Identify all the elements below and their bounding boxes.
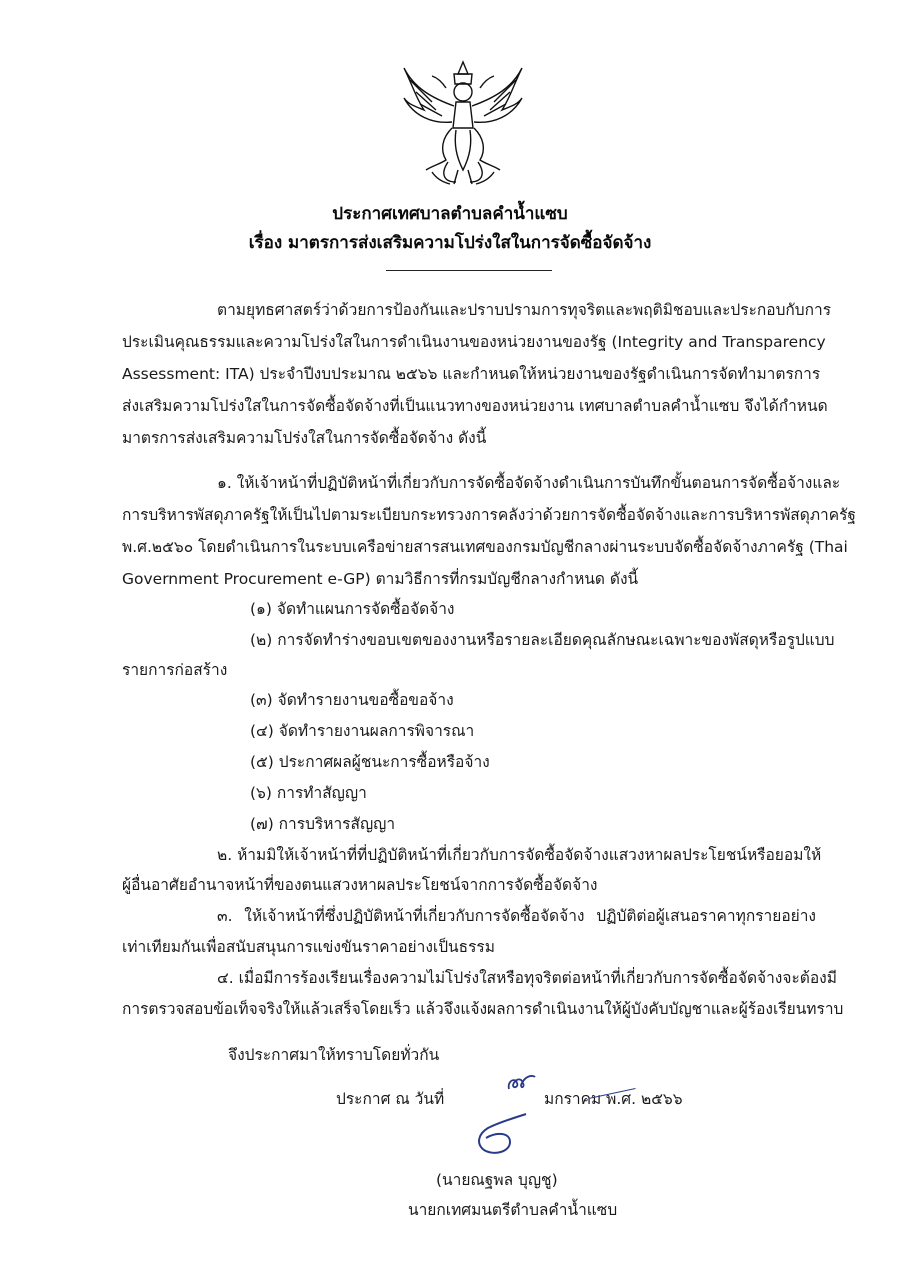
announcement-subject: เรื่อง มาตรการส่งเสริมความโปร่งใสในการจัดซื้อจัดจ้าง [248, 233, 652, 253]
intro-line-4: ส่งเสริมความโปร่งใสในการจัดซื้อจัดจ้างที่เป็นแนวทางของหน่วยงาน เทศบาลตำบลคำน้ำแซบ จึงได้กำหนด [122, 397, 828, 415]
item1-line-4: Government Procurement e-GP) ตามวิธีการที่กรมบัญชีกลางกำหนด ดังนี้ [122, 570, 639, 588]
item3-line-1: ๓. ให้เจ้าหน้าที่ซึ่งปฏิบัติหน้าที่เกี่ยวกับการจัดซื้อจัดจ้าง ปฏิบัติต่อผู้เสนอราคาทุกรายอย่าง [217, 907, 816, 925]
signer-title: นายกเทศมนตรีตำบลคำน้ำแซบ [408, 1201, 618, 1219]
intro-line-5: มาตรการส่งเสริมความโปร่งใสในการจัดซื้อจัดจ้าง ดังนี้ [122, 429, 487, 447]
item1-line-3: พ.ศ.๒๕๖๐ โดยดำเนินการในระบบเครือข่ายสารสนเทศของกรมบัญชีกลางผ่านระบบจัดซื้อจัดจ้างภาครัฐ (Thai [122, 538, 848, 556]
sub-item-4: (๔) จัดทำรายงานผลการพิจารณา [250, 722, 475, 740]
item3-line-2: เท่าเทียมกันเพื่อสนับสนุนการแข่งขันราคาอย่างเป็นธรรม [122, 938, 495, 956]
garuda-emblem-icon [402, 58, 524, 188]
title-divider [386, 270, 552, 271]
item1-line-2: การบริหารพัสดุภาครัฐให้เป็นไปตามระเบียบกระทรวงการคลังว่าด้วยการจัดซื้อจัดจ้างและการบริหารพัสดุภาครัฐ [122, 506, 856, 524]
closing-statement: จึงประกาศมาให้ทราบโดยทั่วกัน [228, 1046, 440, 1064]
intro-line-2: ประเมินคุณธรรมและความโปร่งใสในการดำเนินงานของหน่วยงานของรัฐ (Integrity and Transparency [122, 333, 826, 351]
sub-item-1: (๑) จัดทำแผนการจัดซื้อจัดจ้าง [250, 600, 455, 618]
sub-item-2-cont: รายการก่อสร้าง [122, 661, 228, 679]
announcement-title: ประกาศเทศบาลตำบลคำน้ำแซบ [332, 204, 568, 224]
item2-line-1: ๒. ห้ามมิให้เจ้าหน้าที่ที่ปฏิบัติหน้าที่เกี่ยวกับการจัดซื้อจัดจ้างแสวงหาผลประโยชน์หรือยอมให้ [217, 846, 822, 864]
announced-date-prefix: ประกาศ ณ วันที่ [336, 1090, 445, 1108]
sub-item-7: (๗) การบริหารสัญญา [250, 815, 396, 833]
signer-name: (นายณฐพล บุญชู) [436, 1171, 558, 1189]
sub-item-5: (๕) ประกาศผลผู้ชนะการซื้อหรือจ้าง [250, 753, 490, 771]
item4-line-2: การตรวจสอบข้อเท็จจริงให้แล้วเสร็จโดยเร็ว แล้วจึงแจ้งผลการดำเนินงานให้ผู้บังคับบัญชาและผู้ร้องเรียนทราบ [122, 1000, 844, 1018]
sub-item-2: (๒) การจัดทำร่างขอบเขตของงานหรือรายละเอียดคุณลักษณะเฉพาะของพัสดุหรือรูปแบบ [250, 631, 835, 649]
item4-line-1: ๔. เมื่อมีการร้องเรียนเรื่องความไม่โปร่งใสหรือทุจริตต่อหน้าที่เกี่ยวกับการจัดซื้อจัดจ้างจะต้องมี [217, 969, 837, 987]
item1-line-1: ๑. ให้เจ้าหน้าที่ปฏิบัติหน้าที่เกี่ยวกับการจัดซื้อจัดจ้างดำเนินการบันทึกขั้นตอนการจัดซื้อจ้างและ [217, 474, 841, 492]
announced-month-year: มกราคม พ.ศ. ๒๕๖๖ [544, 1090, 683, 1108]
sub-item-3: (๓) จัดทำรายงานขอซื้อขอจ้าง [250, 691, 454, 709]
item2-line-2: ผู้อื่นอาศัยอำนาจหน้าที่ของตนแสวงหาผลประโยชน์จากการจัดซื้อจัดจ้าง [122, 876, 598, 894]
handwritten-day [505, 1071, 537, 1095]
intro-line-3: Assessment: ITA) ประจำปีงบประมาณ ๒๕๖๖ และกำหนดให้หน่วยงานของรัฐดำเนินการจัดทำมาตรการ [122, 365, 821, 383]
sub-item-6: (๖) การทำสัญญา [250, 784, 367, 802]
intro-line-1: ตามยุทธศาสตร์ว่าด้วยการป้องกันและปราบปรามการทุจริตและพฤติมิชอบและประกอบกับการ [217, 301, 832, 319]
signature-icon [470, 1110, 530, 1160]
